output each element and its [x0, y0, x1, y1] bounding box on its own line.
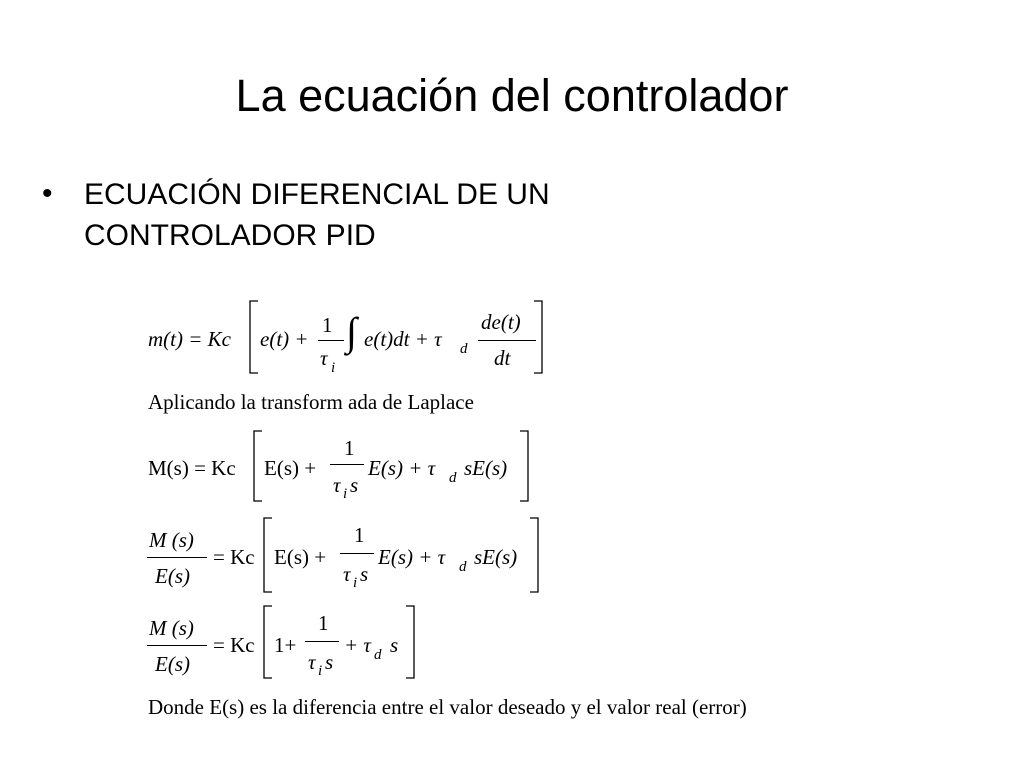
eq4-right-bracket: [404, 606, 416, 678]
eq2-rest-sub: d: [449, 470, 457, 486]
integral-sign: ∫: [346, 309, 357, 354]
bullet-marker: •: [42, 177, 53, 210]
eq3-equals: = Kc: [213, 545, 255, 569]
eq4-frac-line: [305, 641, 339, 642]
eq4-frac-den: τ: [308, 650, 316, 674]
eq3-rest-end: sE(s): [474, 545, 518, 569]
eq3-frac-line: [340, 553, 374, 554]
laplace-note: Aplicando la transform ada de Laplace: [148, 390, 474, 414]
eq4-frac-den-sub: i: [318, 663, 323, 679]
eq2-frac-den-s: s: [350, 473, 359, 497]
eq4-equals: = Kc: [213, 633, 255, 657]
eq4-left-bracket: [262, 606, 274, 678]
eq3-rest: E(s) + τ: [378, 545, 446, 569]
eq4-lhs-line: [147, 645, 207, 646]
eq3-right-bracket: [528, 518, 540, 592]
eq2-rest: E(s) + τ: [368, 456, 436, 480]
eq4-frac-den-s: s: [325, 650, 334, 674]
eq1-deriv-den: dt: [494, 346, 511, 370]
eq2-frac-line: [330, 464, 364, 465]
eq4-lhs-num: M (s): [149, 616, 194, 640]
eq2-frac-num: 1: [344, 436, 355, 460]
eq3-frac-den-s: s: [360, 562, 369, 586]
eq3-frac-num: 1: [354, 523, 365, 547]
eq4-lhs-den: E(s): [155, 652, 190, 676]
eq1-lhs: m(t) = Kc: [148, 327, 231, 351]
eq1-term2: e(t)dt + τ: [364, 327, 442, 351]
eq2-frac-den: τ: [333, 473, 341, 497]
eq3-rest-sub: d: [459, 559, 467, 575]
eq3-left-bracket: [262, 518, 274, 592]
eq3-term1: E(s) +: [274, 545, 327, 569]
eq1-deriv-num: de(t): [481, 310, 521, 334]
eq4-term1: 1+: [274, 633, 297, 657]
eq3-frac-den: τ: [343, 562, 351, 586]
eq2-rest-end: sE(s): [464, 456, 508, 480]
eq1-term1: e(t) +: [260, 327, 309, 351]
eq1-right-bracket: [532, 301, 544, 373]
eq1-term2-sub: d: [460, 341, 468, 357]
error-definition-note: Donde E(s) es la diferencia entre el valor deseado y el valor real (error): [148, 695, 747, 719]
eq4-rest: + τ: [344, 633, 371, 657]
eq2-lhs: M(s) = Kc: [148, 456, 236, 480]
eq3-lhs-line: [147, 557, 207, 558]
eq4-rest-end: s: [390, 633, 399, 657]
eq1-frac-line: [318, 340, 344, 341]
eq3-lhs-num: M (s): [149, 528, 194, 552]
eq2-frac-den-sub: i: [343, 486, 348, 502]
eq3-lhs-den: E(s): [155, 564, 190, 588]
bullet-text: ECUACIÓN DIFERENCIAL DE UN CONTROLADOR PID: [84, 178, 550, 252]
eq1-frac-den-sub: i: [331, 360, 336, 376]
eq1-deriv-line: [478, 340, 536, 341]
eq4-frac-num: 1: [318, 611, 329, 635]
eq4-rest-sub: d: [374, 647, 382, 663]
eq1-frac-den: τ: [320, 346, 328, 370]
eq3-frac-den-sub: i: [353, 575, 358, 591]
eq1-frac-num: 1: [322, 313, 333, 337]
slide-title: La ecuación del controlador: [235, 70, 789, 121]
eq1-left-bracket: [248, 301, 260, 373]
eq2-term1: E(s) +: [264, 456, 317, 480]
eq2-left-bracket: [252, 431, 264, 501]
eq2-right-bracket: [518, 431, 530, 501]
